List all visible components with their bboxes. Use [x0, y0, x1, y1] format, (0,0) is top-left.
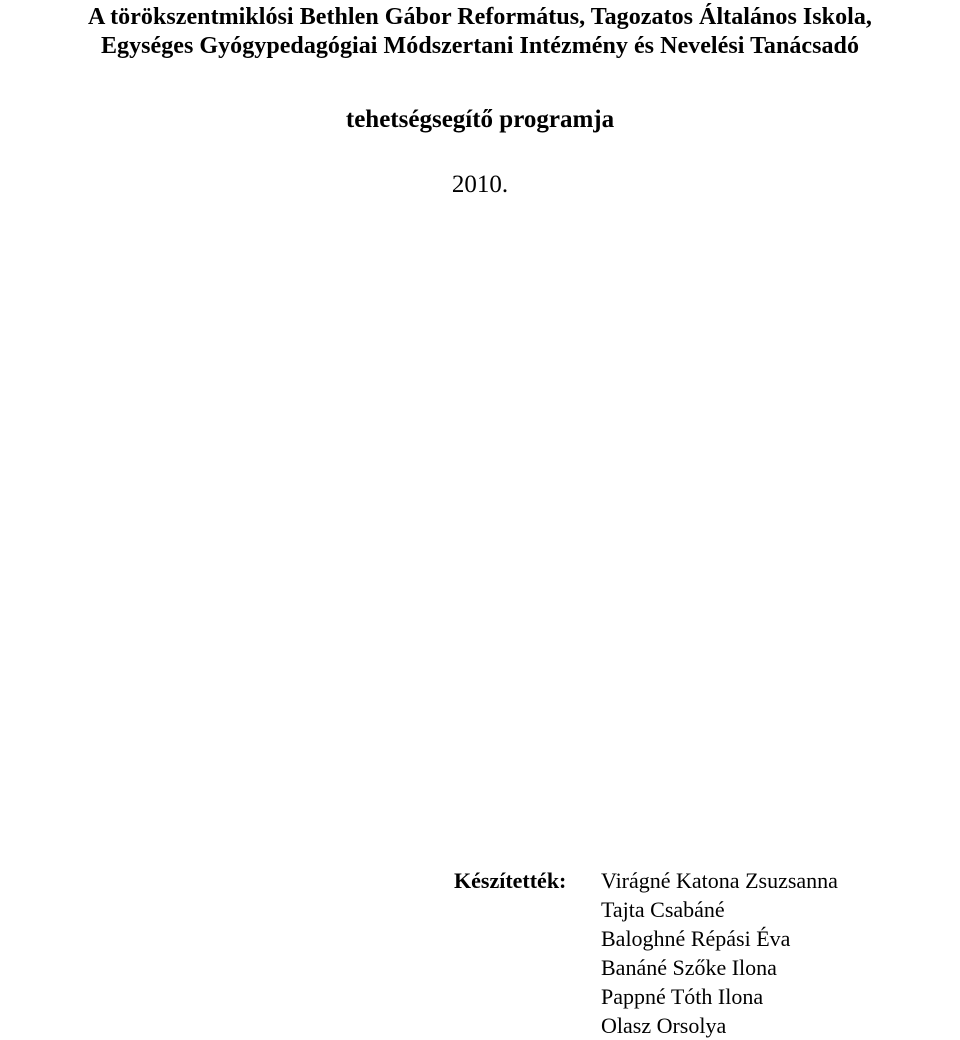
authors-section: [454, 866, 838, 1040]
authors-label: Készítették:: [454, 868, 567, 893]
title-line-1: A törökszentmiklósi Bethlen Gábor Református, Tagozatos Általános Iskola,: [88, 4, 872, 30]
author-name: Tajta Csabáné: [601, 897, 725, 922]
document-subtitle: tehetségsegítő programja: [345, 106, 615, 133]
author-name: Olasz Orsolya: [601, 1013, 727, 1038]
title-line-2: Egységes Gyógypedagógiai Módszertani Intézmény és Nevelési Tanácsadó: [100, 33, 860, 59]
authors-list: [601, 866, 838, 1040]
author-name: Banáné Szőke Ilona: [601, 955, 777, 980]
document-year: 2010.: [451, 171, 509, 198]
author-name: Pappné Tóth Ilona: [601, 984, 764, 1009]
author-name: Baloghné Répási Éva: [601, 926, 791, 951]
author-name: Virágné Katona Zsuzsanna: [601, 868, 838, 893]
